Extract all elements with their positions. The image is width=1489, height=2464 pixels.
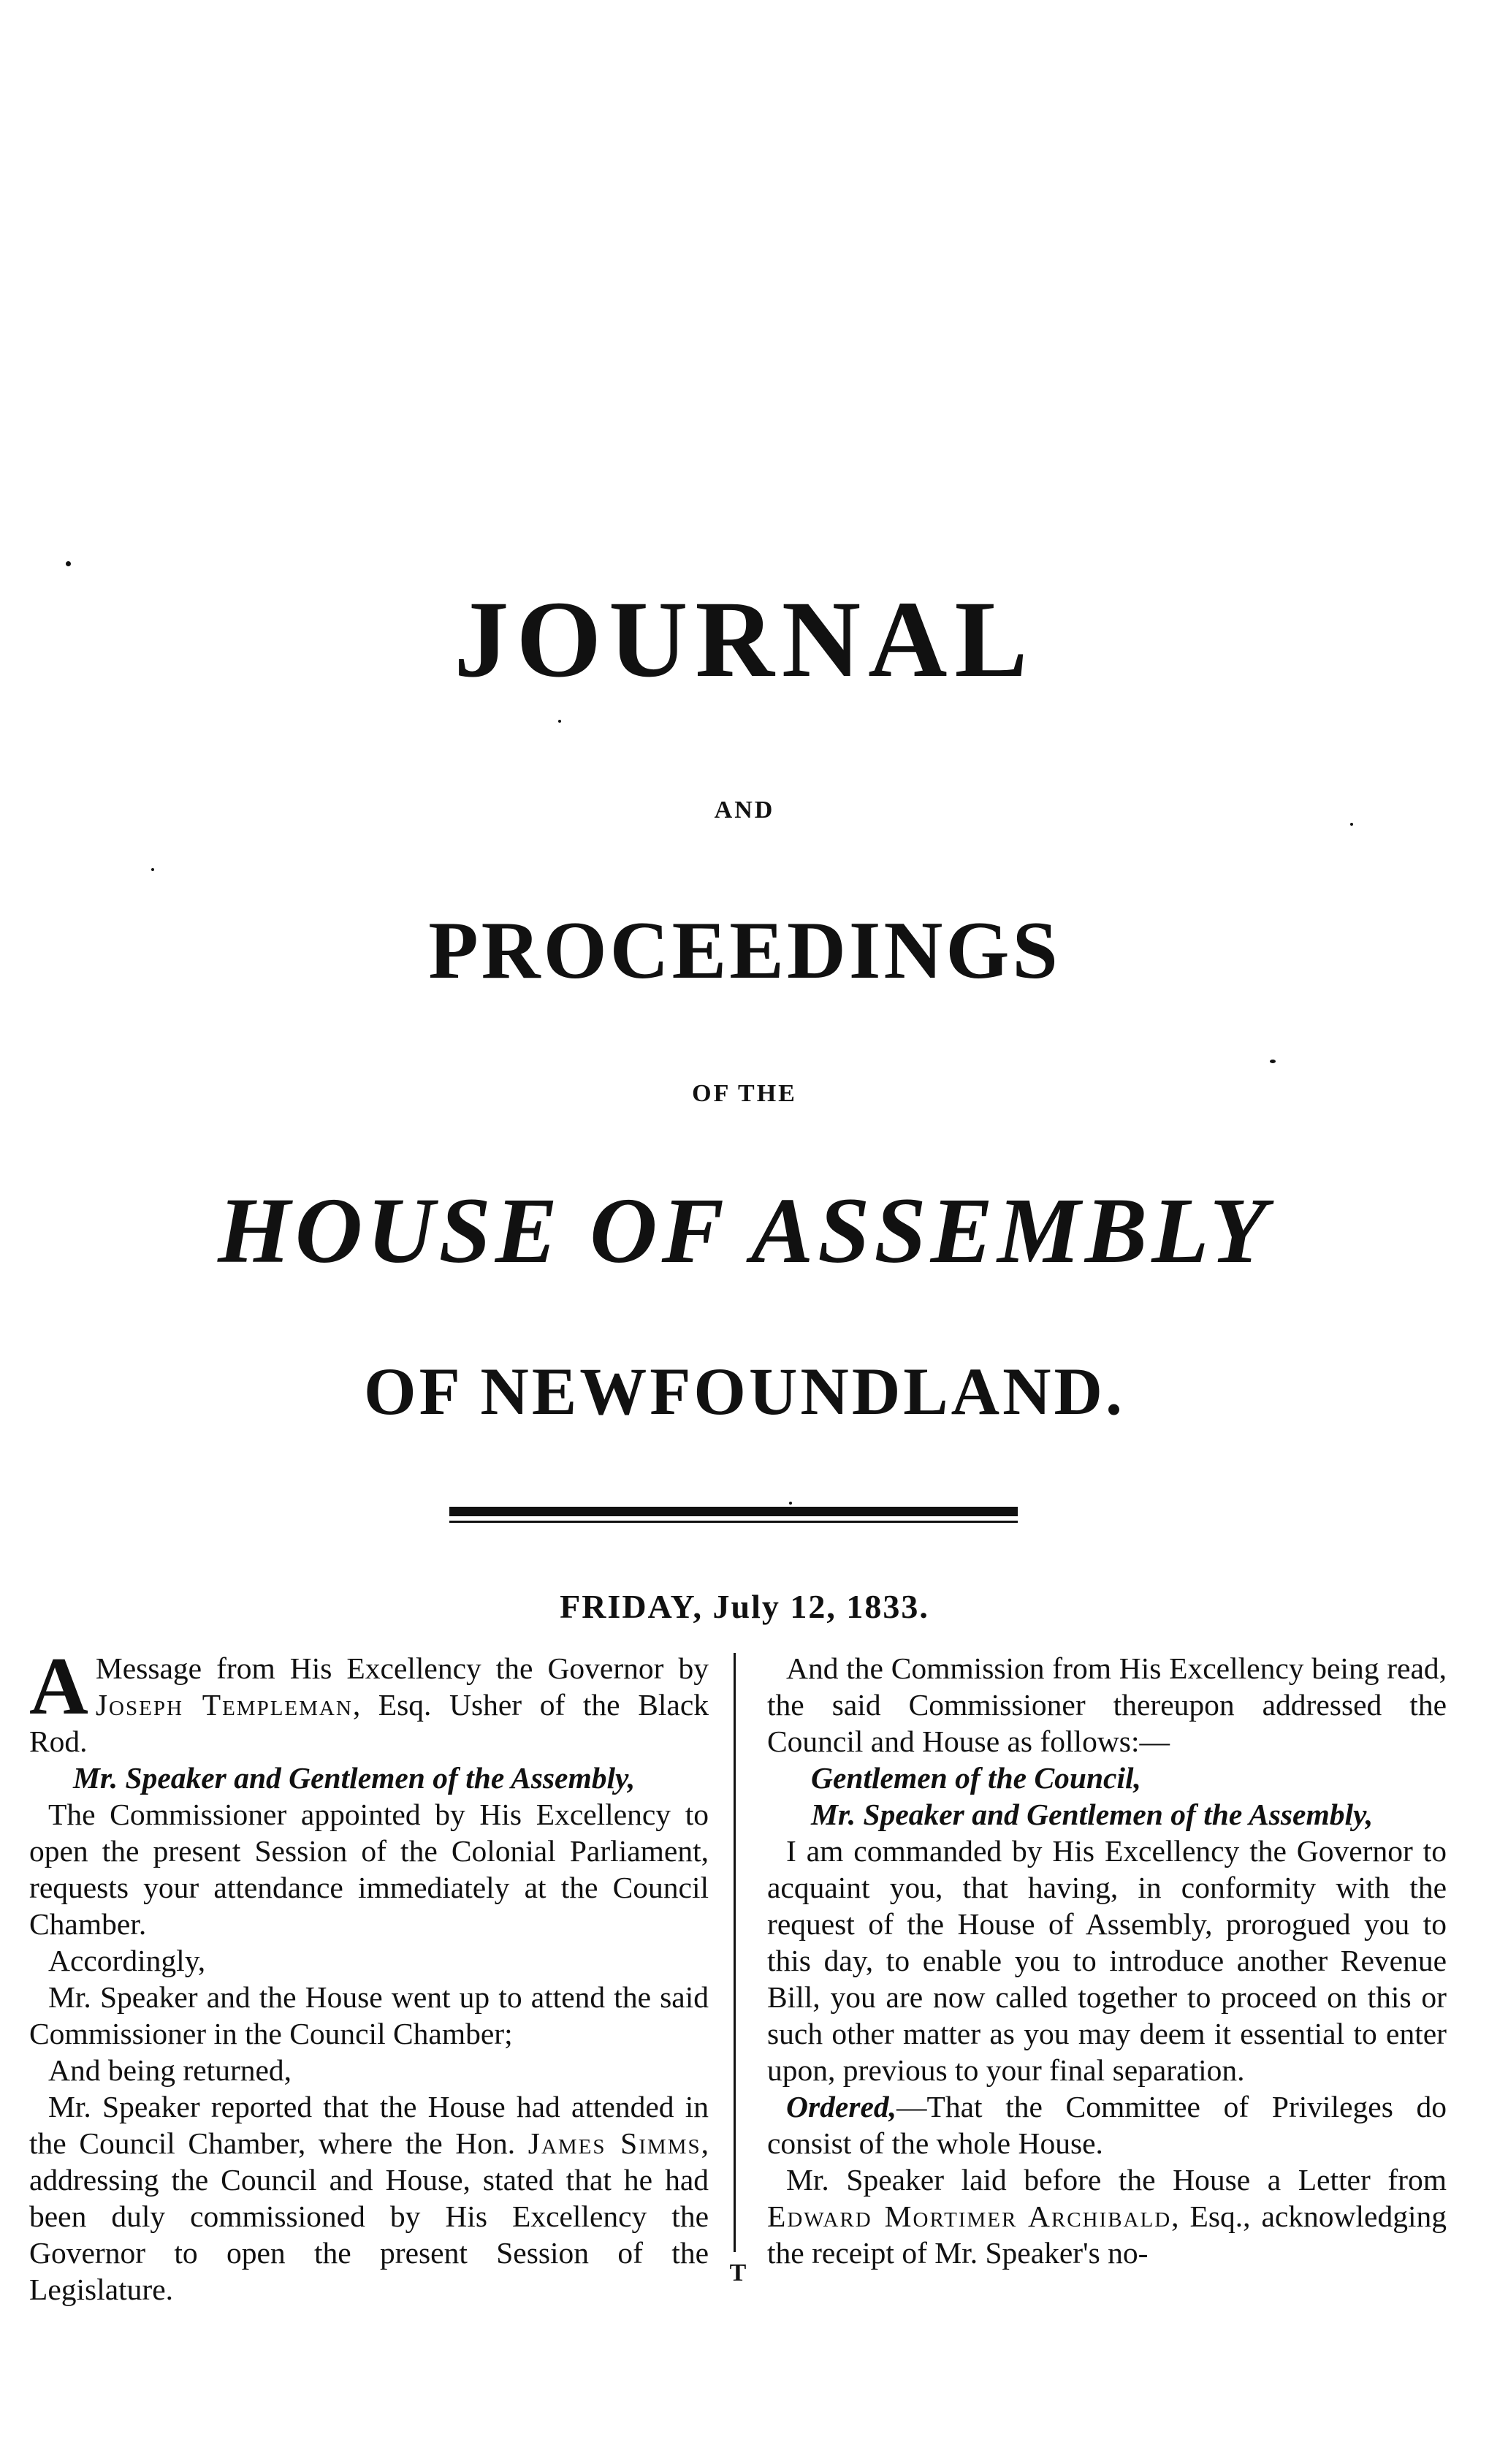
paragraph: And being returned,: [48, 2053, 292, 2087]
paragraph: And the Commission from His Excellency being read, the said Commissioner thereupon addressed the Council and House as follows:—: [767, 1651, 1447, 1758]
thin-rule: [449, 1521, 1018, 1523]
salutation: Mr. Speaker and Gentlemen of the Assembly,: [73, 1761, 636, 1795]
title-and: AND: [714, 796, 775, 824]
title-journal: JOURNAL: [454, 579, 1035, 700]
paragraph: The Commissioner appointed by His Excellency to open the present Session of the Colonial Parliament, requests your attendance immediately at the Council Chamber.: [29, 1798, 709, 1941]
salutation: Gentlemen of the Council,: [811, 1761, 1141, 1795]
paragraph: [767, 2088, 1447, 2161]
text-run: Mr. Speaker laid before the House a Letter from: [786, 2163, 1447, 2197]
signature-mark: T: [729, 2259, 747, 2286]
print-speck: [151, 868, 154, 871]
drop-cap: A: [29, 1641, 88, 1732]
salutation: Mr. Speaker and Gentlemen of the Assembly,: [811, 1798, 1374, 1831]
thick-rule: [449, 1507, 1018, 1516]
print-speck: [558, 720, 561, 723]
text-run: Message from His Excellency the Governor by: [95, 1651, 709, 1685]
paragraph: Mr. Speaker and the House went up to attend the said Commissioner in the Council Chamber;: [29, 1980, 709, 2050]
person-name: Edward Mortimer Archibald: [767, 2199, 1172, 2233]
paragraph: [29, 1641, 709, 1760]
left-column: [29, 1641, 709, 2308]
print-speck: [789, 1502, 792, 1505]
ordered-label: Ordered,: [786, 2090, 896, 2123]
paragraph: I am commanded by His Excellency the Governor to acquaint you, that having, in conformity with the request of the House of Assembly, prorogued you to this day, to enable you to introduce another Revenue Bill, you are now called together to proceed on this or such other matter as you may deem it essential to enter upon, previous to your final separation.: [767, 1834, 1447, 2087]
paragraph: Accordingly,: [48, 1944, 206, 1977]
title-of-newfoundland: OF NEWFOUNDLAND.: [364, 1354, 1125, 1429]
person-name: James Simms: [528, 2126, 701, 2160]
text-run: , Esq., acknowledging the receipt of Mr. Speaker's no-: [767, 2199, 1447, 2270]
text-run: , addressing the Council and House, stated that he had been duly commissioned by His Excellency the Governor to open the present Session of the Legislature.: [29, 2126, 709, 2306]
title-house-of-assembly: HOUSE OF ASSEMBLY: [218, 1179, 1271, 1282]
person-name: Joseph Templeman: [95, 1688, 353, 1722]
title-proceedings: PROCEEDINGS: [428, 905, 1061, 996]
paragraph: [29, 2088, 709, 2308]
right-column: [767, 1650, 1447, 2271]
text-run: Mr. Speaker reported that the House had attended in the Council Chamber, where the Hon.: [29, 2090, 709, 2160]
dateline: FRIDAY, July 12, 1833.: [560, 1588, 929, 1625]
title-of-the: OF THE: [692, 1080, 797, 1107]
text-run: —That the Committee of Privileges do consist of the whole House.: [767, 2090, 1447, 2160]
print-speck: [1270, 1060, 1276, 1063]
column-divider: [734, 1653, 736, 2252]
text-run: , Esq. Usher of the Black Rod.: [29, 1688, 709, 1758]
print-speck: [66, 561, 71, 566]
paragraph: [767, 2161, 1447, 2271]
